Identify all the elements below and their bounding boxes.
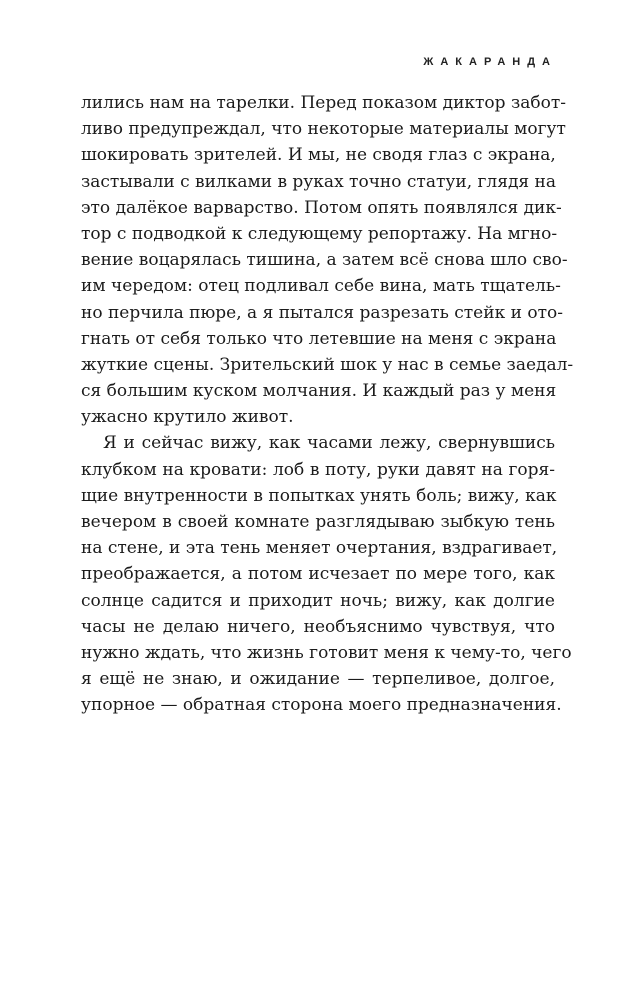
text-line: я ещё не знаю, и ожидание — терпеливое, долгое, (81, 669, 555, 690)
text-line: упорное — обратная сторона моего предназначения. (81, 695, 562, 716)
text-line: щие внутренности в попытках унять боль; вижу, как (81, 485, 557, 506)
text-line: клубком на кровати: лоб в поту, руки давят на горя- (81, 459, 555, 480)
text-line: вение воцарялась тишина, а затем всё снова шло сво- (81, 250, 568, 271)
body-text (81, 90, 574, 719)
text-line: жуткие сцены. Зрительский шок у нас в семье заедал- (81, 354, 574, 375)
text-line: вечером в своей комнате разглядываю зыбкую тень (81, 512, 555, 532)
text-line: лились нам на тарелки. Перед показом диктор забот- (81, 93, 566, 113)
paragraph (81, 430, 572, 718)
text-line: часы не делаю ничего, необъяснимо чувствуя, что (81, 616, 555, 637)
running-head: ЖАКАРАНДА (423, 56, 557, 68)
text-line: ливо предупреждал, что некоторые материалы могут (81, 119, 566, 140)
text-line: застывали с вилками в руках точно статуи, глядя на (81, 171, 557, 192)
text-line: Я и сейчас вижу, как часами лежу, свернувшись (103, 433, 555, 454)
text-line: это далёкое варварство. Потом опять появлялся дик- (81, 197, 562, 218)
text-line: на стене, и эта тень меняет очертания, вздрагивает, (81, 538, 558, 559)
text-line: им чередом: отец подливал себе вина, мать тщатель- (81, 276, 561, 297)
text-line: гнать от себя только что летевшие на меня с экрана (81, 328, 557, 349)
text-line: шокировать зрителей. И мы, не сводя глаз с экрана, (81, 145, 556, 166)
text-line: солнце садится и приходит ночь; вижу, как долгие (81, 590, 555, 611)
text-line: тор с подводкой к следующему репортажу. На мгно- (81, 223, 558, 244)
text-line: нужно ждать, что жизнь готовит меня к чему-то, чего (81, 642, 572, 663)
paragraph (81, 90, 574, 430)
text-line: ужасно крутило живот. (81, 407, 294, 428)
text-line: ся большим куском молчания. И каждый раз у меня (81, 381, 557, 402)
text-line: преображается, а потом исчезает по мере того, как (81, 564, 555, 585)
text-line: но перчила пюре, а я пытался разрезать стейк и ото- (81, 302, 563, 323)
